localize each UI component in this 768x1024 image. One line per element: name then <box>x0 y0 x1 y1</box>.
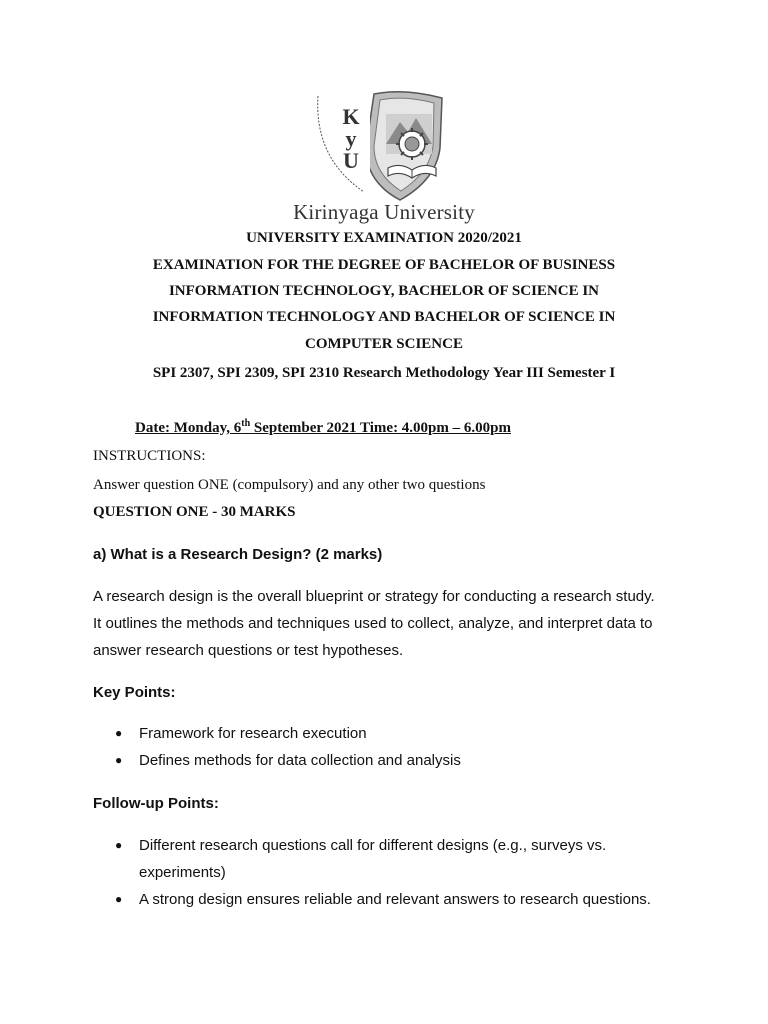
instructions-label: INSTRUCTIONS: <box>93 448 206 464</box>
bullet-icon: ● <box>115 892 123 906</box>
answer-paragraph <box>93 583 733 664</box>
svg-text:U: U <box>343 148 359 173</box>
degree-line-1: EXAMINATION FOR THE DEGREE OF BACHELOR OF BUSINESS <box>152 257 616 273</box>
answer-line: answer research questions or test hypotheses. <box>93 642 404 659</box>
list-item: ● Defines methods for data collection and analysis <box>93 747 693 774</box>
svg-text:K: K <box>342 104 360 129</box>
question-title: QUESTION ONE - 30 MARKS <box>93 504 296 520</box>
bullet-icon: ● <box>115 753 123 767</box>
key-points-list <box>93 720 693 774</box>
university-name: Kirinyaga University <box>293 200 475 224</box>
list-item: ● A strong design ensures reliable and relevant answers to research questions. <box>93 886 693 913</box>
degree-line-4: COMPUTER SCIENCE <box>305 336 463 352</box>
degree-line-3: INFORMATION TECHNOLOGY AND BACHELOR OF SCIENCE IN <box>152 309 616 325</box>
course-line: SPI 2307, SPI 2309, SPI 2310 Research Methodology Year III Semester I <box>152 365 616 381</box>
exam-title: UNIVERSITY EXAMINATION 2020/2021 <box>246 230 522 246</box>
question-part-a: a) What is a Research Design? (2 marks) <box>93 546 383 563</box>
exam-date-time: Date: Monday, 6th September 2021 Time: 4.00pm – 6.00pm <box>135 418 511 436</box>
list-item: ● Different research questions call for different designs (e.g., surveys vs. experiments) <box>93 832 693 886</box>
bullet-icon: ● <box>115 838 123 852</box>
followup-label: Follow-up Points: <box>93 795 219 812</box>
answer-line: It outlines the methods and techniques used to collect, analyze, and interpret data to <box>93 615 653 632</box>
university-logo <box>304 88 464 204</box>
svg-text:y: y <box>345 126 357 151</box>
followup-points-list <box>93 832 693 913</box>
list-item: ● Framework for research execution <box>93 720 693 747</box>
answer-line: A research design is the overall blueprint or strategy for conducting a research study. <box>93 588 655 605</box>
degree-line-2: INFORMATION TECHNOLOGY, BACHELOR OF SCIENCE IN <box>168 283 600 299</box>
bullet-icon: ● <box>115 726 123 740</box>
instructions-text: Answer question ONE (compulsory) and any other two questions <box>93 477 486 493</box>
key-points-label: Key Points: <box>93 684 176 701</box>
